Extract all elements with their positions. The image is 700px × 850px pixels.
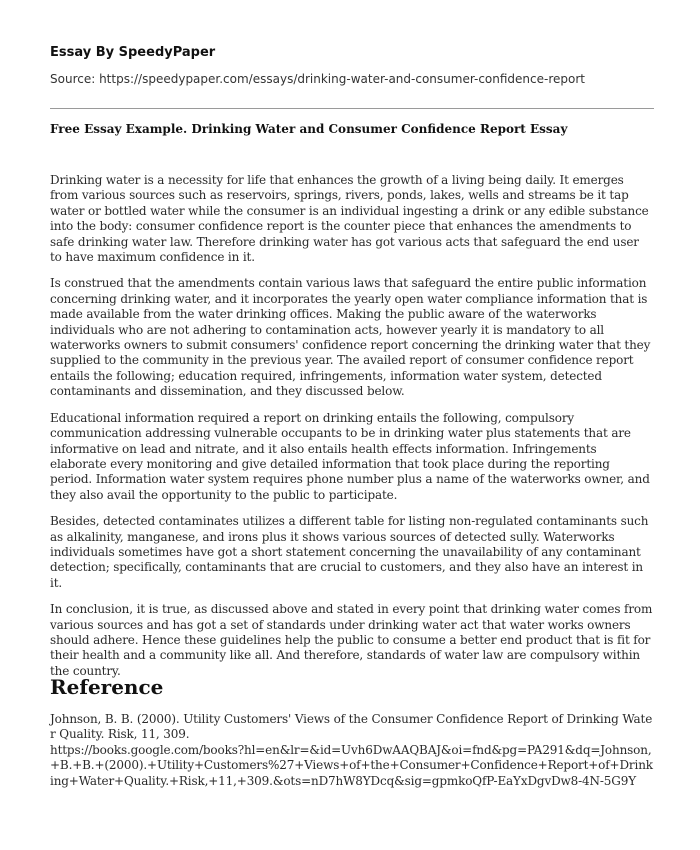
- reference-url[interactable]: https://books.google.com/books?hl=en&lr=&id=Uvh6DwAAQBAJ&oi=fnd&pg=PA291&dq=Johnson,+B.+B.+(2000).+Utility+Customers%27+Views+of+the+Consumer+Confidence+Report+of+Drinking+Water+Quality.+Risk,+11,+309.&ots=nD7hW8YDcq&sig=gpmkoQfP-EaYxDgvDw8-4N-5G9Y: [50, 742, 653, 788]
- reference-entry: [50, 712, 653, 789]
- essay-paragraph: Educational information required a report on drinking entails the following, compulsory communication addressing vulnerable occupants to be in drinking water plus statements that are informative on lead and nitrate, and it also entails health effects information. Infringements elaborate every monitoring and give detailed information that took place during the reporting period. Information water system requires phone number plus a name of the waterworks owner, and they also avail the opportunity to the public to participate.: [50, 410, 650, 502]
- source-line[interactable]: Source: https://speedypaper.com/essays/drinking-water-and-consumer-confidence-report: [50, 72, 585, 86]
- essay-paragraph: Drinking water is a necessity for life that enhances the growth of a living being daily. It emerges from various sources such as reservoirs, springs, rivers, ponds, lakes, wells and streams be it tap water or bottled water while the consumer is an individual ingesting a drink or any edible substance into the body: consumer confidence report is the counter piece that enhances the amendments to safe drinking water law. Therefore drinking water has got various acts that safeguard the end user to have maximum confidence in it.: [50, 173, 649, 265]
- essay-body: [50, 173, 653, 690]
- site-title: Essay By SpeedyPaper: [50, 45, 216, 60]
- essay-title: Free Essay Example. Drinking Water and Consumer Confidence Report Essay: [50, 122, 568, 136]
- header-divider: [50, 108, 654, 109]
- reference-heading: Reference: [50, 675, 164, 699]
- essay-paragraph: Is construed that the amendments contain various laws that safeguard the entire public information concerning drinking water, and it incorporates the yearly open water compliance information that is made available from the water drinking offices. Making the public aware of the waterworks individuals who are not adhering to contamination acts, however yearly it is mandatory to all waterworks owners to submit consumers' confidence report concerning the drinking water that they supplied to the community in the previous year. The availed report of consumer confidence report entails the following; education required, infringements, information water system, detected contaminants and dissemination, and they discussed below.: [50, 276, 651, 399]
- essay-paragraph: In conclusion, it is true, as discussed above and stated in every point that drinking water comes from various sources and has got a set of standards under drinking water act that water works owners should adhere. Hence these guidelines help the public to consume a better end product that is fit for their health and a community like all. And therefore, standards of water law are compulsory within the country.: [50, 602, 653, 678]
- essay-paragraph: Besides, detected contaminates utilizes a different table for listing non-regulated contaminants such as alkalinity, manganese, and irons plus it shows various sources of detected sully. Waterworks individuals sometimes have got a short statement concerning the unavailability of any contaminant detection; specifically, contaminants that are crucial to customers, and they also have an interest in it.: [50, 514, 649, 590]
- reference-citation: Johnson, B. B. (2000). Utility Customers' Views of the Consumer Confidence Report of Drinking Water Quality. Risk, 11, 309.: [50, 712, 653, 742]
